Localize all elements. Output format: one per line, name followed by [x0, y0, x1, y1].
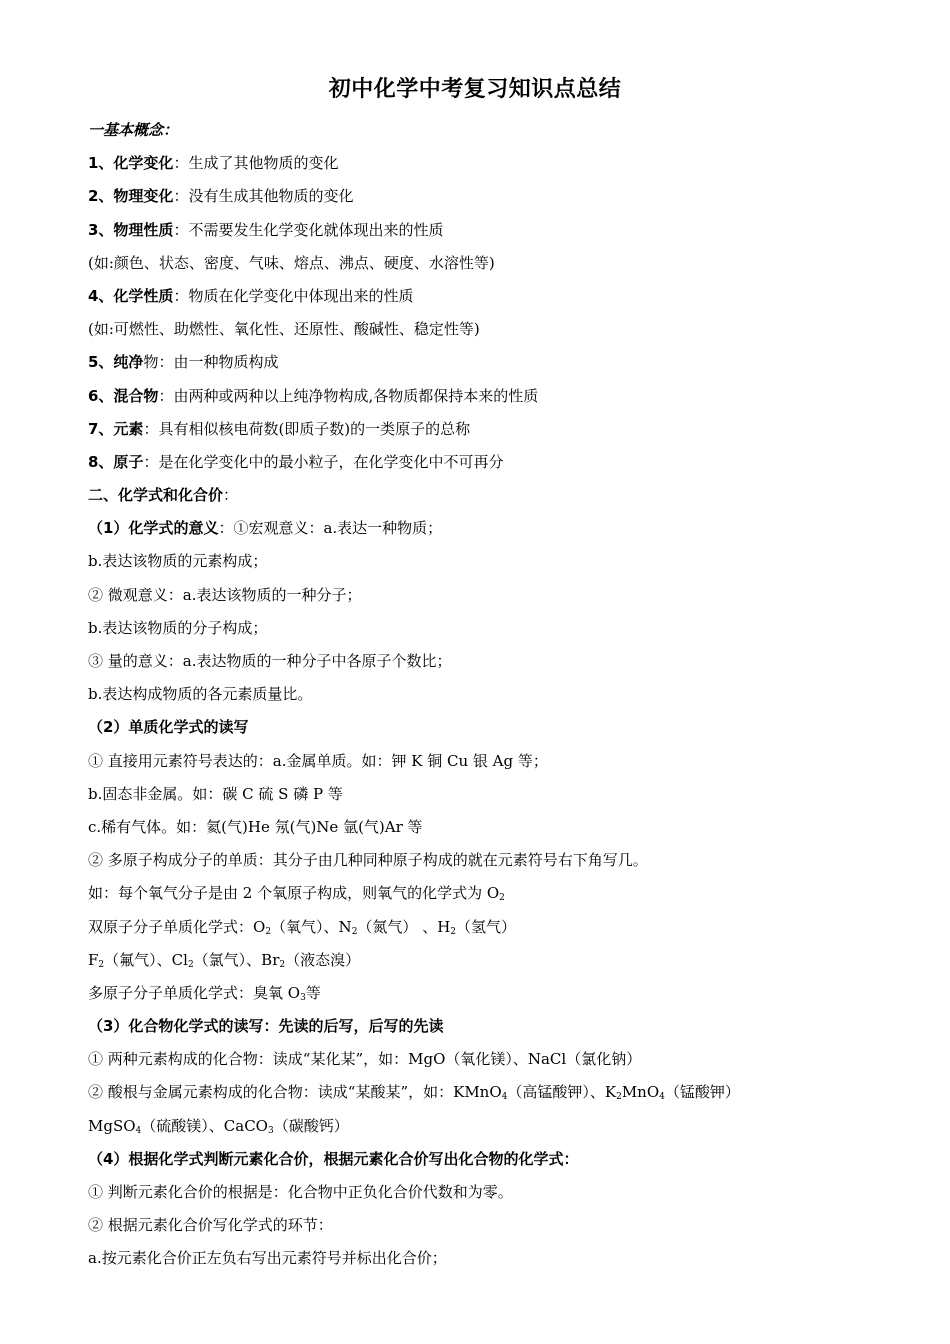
text-line: [88, 745, 878, 778]
bold-text: （3）化合物化学式的读写：先读的后写，后写的先读: [88, 1017, 444, 1036]
text-line: [88, 180, 878, 213]
text-segment: （碳酸钙）: [273, 1116, 349, 1135]
text-line: [88, 1043, 878, 1076]
bold-text: 1、化学变化: [88, 154, 174, 173]
text-line: [88, 147, 878, 180]
text-segment: （锰酸钾）: [664, 1083, 740, 1102]
text-line: [88, 247, 878, 280]
text-segment: ② 多原子构成分子的单质：其分子由几种同种原子构成的就在元素符号右下角写几。: [88, 851, 648, 870]
subscript: 2: [187, 959, 194, 970]
text-line: [88, 977, 878, 1010]
text-line: [88, 579, 878, 612]
text-segment: （高锰酸钾）、K: [507, 1083, 617, 1102]
bold-text: 5、纯净: [88, 353, 144, 372]
bold-text: 8、原子: [88, 452, 144, 471]
text-line: [88, 280, 878, 313]
subscript: 4: [659, 1092, 665, 1103]
text-line: [88, 413, 878, 446]
text-line: [88, 512, 878, 545]
subscript: 2: [98, 959, 105, 970]
text-line: [88, 778, 878, 811]
text-segment: ① 判断元素化合价的根据是：化合物中正负化合价代数和为零。: [88, 1183, 513, 1201]
text-segment: MnO: [621, 1083, 660, 1102]
text-segment: (如:颜色、状态、密度、气味、熔点、沸点、硬度、水溶性等): [88, 253, 495, 272]
text-segment: （液态溴）: [285, 950, 361, 969]
text-line: [88, 711, 878, 744]
text-line: [88, 479, 878, 512]
text-segment: （氮气） 、H: [357, 917, 451, 936]
text-segment: 多原子分子单质化学式：臭氧 O: [88, 983, 301, 1002]
text-segment: b.表达构成物质的各元素质量比。: [88, 685, 313, 704]
subscript: 2: [450, 926, 457, 937]
text-segment: ：由两种或两种以上纯净物构成,各物质都保持本来的性质: [158, 386, 539, 405]
text-segment: ：物质在化学变化中体现出来的性质: [173, 286, 414, 305]
text-segment: ③ 量的意义：a.表达物质的一种分子中各原子个数比；: [88, 652, 452, 670]
text-segment: ：生成了其他物质的变化: [173, 154, 339, 173]
text-segment: （氢气）: [456, 917, 517, 936]
text-segment: ① 直接用元素符号表达的：a.金属单质。如：钾 K 铜 Cu 银 Ag 等；: [88, 751, 548, 770]
text-segment: （氧气）、N: [271, 917, 352, 936]
text-segment: b.表达该物质的分子构成；: [88, 618, 268, 637]
text-segment: ：没有生成其他物质的变化: [173, 187, 354, 206]
text-line: [88, 1110, 878, 1143]
bold-text: 4、化学性质: [88, 286, 174, 305]
text-line: [88, 446, 878, 479]
text-line: [88, 214, 878, 247]
text-segment: MgSO: [88, 1116, 136, 1135]
text-segment: b.表达该物质的元素构成；: [88, 552, 268, 571]
subscript: 2: [265, 926, 272, 937]
text-segment: b.固态非金属。如：碳 C 硫 S 磷 P 等: [88, 784, 343, 803]
text-line: [88, 1242, 878, 1275]
bold-text: 3、物理性质: [88, 220, 174, 239]
text-line: [88, 313, 878, 346]
subscript: 2: [616, 1092, 622, 1103]
text-line: [88, 1143, 878, 1176]
text-segment: c.稀有气体。如：氦(气)He 氖(气)Ne 氩(气)Ar 等: [88, 817, 423, 836]
subscript: 3: [300, 992, 306, 1003]
text-line: [88, 380, 878, 413]
text-segment: （硫酸镁）、CaCO: [141, 1116, 268, 1135]
text-segment: 如：每个氧气分子是由 2 个氧原子构成，则氧气的化学式为 O: [88, 884, 500, 903]
text-line: [88, 545, 878, 578]
text-segment: ：是在化学变化中的最小粒子，在化学变化中不可再分: [143, 452, 504, 471]
subscript: 2: [499, 893, 505, 904]
subscript: 2: [279, 959, 286, 970]
text-line: [88, 346, 878, 379]
subscript: 4: [135, 1125, 142, 1136]
document-body: [88, 114, 878, 1276]
document-title: 初中化学中考复习知识点总结: [328, 77, 622, 102]
text-segment: 双原子分子单质化学式：O: [88, 917, 266, 936]
text-line: [88, 811, 878, 844]
text-segment: ① 两种元素构成的化合物：读成“某化某”，如：MgO（氧化镁）、NaCl（氯化钠）: [88, 1050, 642, 1069]
text-line: [88, 645, 878, 678]
text-segment: (如:可燃性、助燃性、氧化性、还原性、酸碱性、稳定性等): [88, 320, 480, 339]
bold-text: 二、化学式和化合价: [88, 486, 224, 505]
text-segment: ：: [223, 486, 239, 505]
bold-text: 7、元素: [88, 419, 144, 438]
subscript: 2: [351, 926, 358, 937]
text-line: [88, 1076, 878, 1109]
text-segment: ：具有相似核电荷数(即质子数)的一类原子的总称: [143, 419, 471, 438]
bold-text: （4）根据化学式判断元素化合价，根据元素化合价写出化合物的化学式：: [88, 1149, 579, 1168]
text-segment: a.按元素化合价正左负右写出元素符号并标出化合价；: [88, 1249, 447, 1268]
text-line: [88, 844, 878, 877]
text-segment: ：不需要发生化学变化就体现出来的性质: [173, 220, 444, 239]
subscript: 4: [501, 1092, 508, 1103]
text-segment: （氟气）、Cl: [104, 950, 188, 969]
text-segment: F: [88, 950, 99, 969]
subscript: 3: [267, 1125, 274, 1136]
text-segment: ② 根据元素化合价写化学式的环节：: [88, 1216, 333, 1235]
bold-text: （2）单质化学式的读写: [88, 718, 249, 737]
text-segment: ② 酸根与金属元素构成的化合物：读成“某酸某”，如：KMnO: [88, 1083, 502, 1102]
bold-text: 2、物理变化: [88, 187, 174, 206]
text-line: [88, 1209, 878, 1242]
text-line: [88, 678, 878, 711]
text-line: [88, 612, 878, 645]
bold-text: 一基本概念：: [88, 121, 179, 139]
text-segment: ：①宏观意义：a.表达一种物质；: [218, 519, 443, 538]
text-line: [88, 877, 878, 910]
text-line: [88, 114, 878, 147]
text-segment: 等: [305, 983, 321, 1002]
text-line: [88, 944, 878, 977]
text-segment: （氯气）、Br: [193, 950, 280, 969]
bold-text: （1）化学式的意义: [88, 519, 219, 538]
text-line: [88, 911, 878, 944]
text-segment: ② 微观意义：a.表达该物质的一种分子；: [88, 585, 362, 604]
text-segment: 物：由一种物质构成: [143, 353, 279, 372]
text-line: [88, 1176, 878, 1209]
bold-text: 6、混合物: [88, 386, 159, 405]
text-line: [88, 1010, 878, 1043]
